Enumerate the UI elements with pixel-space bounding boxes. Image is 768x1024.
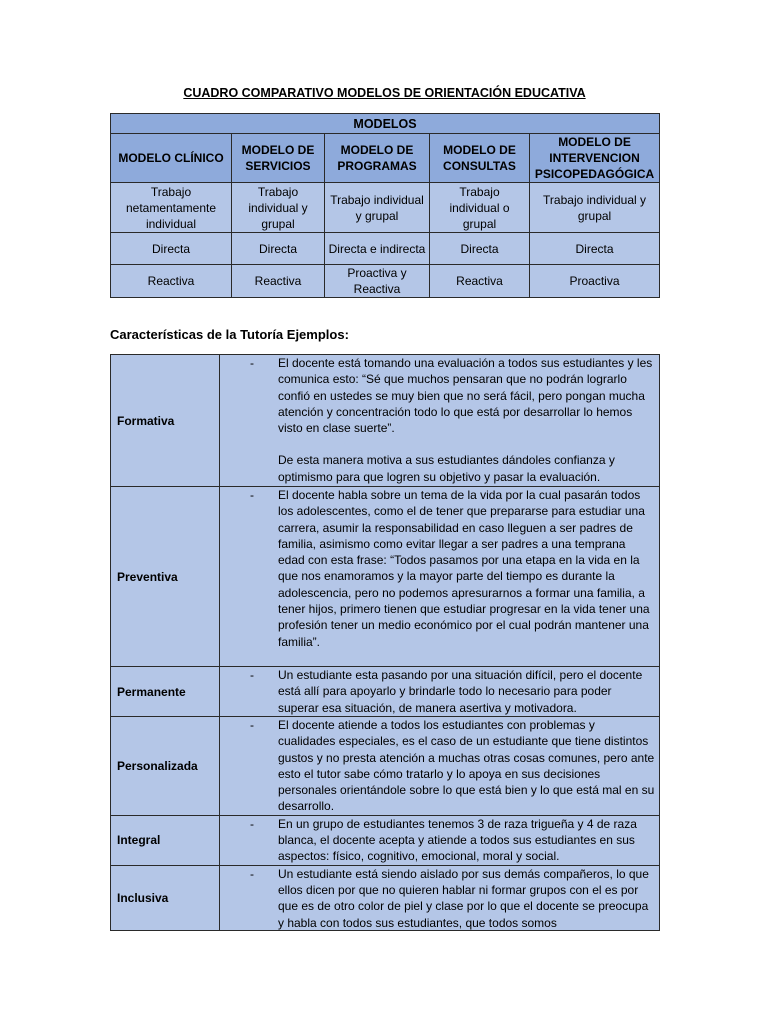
description-paragraph: Un estudiante esta pasando por una situación difícil, pero el docente está allí para apoyarlo y brindarle todo lo necesario para poder superar esa situación, de manera asertiva y motivadora. (278, 668, 643, 715)
table-row (111, 667, 660, 717)
bullet-dash: - (250, 488, 254, 502)
table-cell: Directa e indirecta (325, 233, 430, 265)
bullet-dash: - (250, 816, 254, 831)
row-description (220, 865, 660, 930)
table-row (111, 183, 660, 233)
bullet-dash: - (250, 356, 254, 370)
bullet-dash: - (250, 668, 254, 682)
column-header-clinico: MODELO CLÍNICO (111, 134, 232, 183)
tutoria-table (110, 354, 660, 931)
table-cell: Trabajo individual y grupal (232, 183, 325, 233)
table-cell: Trabajo individual y grupal (530, 183, 660, 233)
table-cell: Directa (430, 233, 530, 265)
column-header-consultas: MODELO DE CONSULTAS (430, 134, 530, 183)
table-row (111, 865, 660, 930)
table-cell: Directa (232, 233, 325, 265)
row-label-preventiva: Preventiva (111, 487, 220, 667)
bullet-dash: - (250, 866, 254, 881)
description-paragraph: El docente habla sobre un tema de la vida por la cual pasarán todos los adolescentes, como el de tener que prepararse para estudiar una carrera, asumir la responsabilidad en caso lleguen a ser padres de familia, asimismo como evitar llegar a ser padres a una temprana edad con esta frase: “Todos pasamos por una etapa en la vida en la que nos enamoramos y la mayor parte del tiempo es durante la adolescencia, pero no podemos apresurarnos a formar una familia, a tener hijos, primero tienen que estudiar progresar en la vida tener una profesión tener un medio económico por el cual podrán mantener una familia”. (278, 488, 650, 649)
table-row (111, 355, 660, 487)
table-cell: Trabajo individual y grupal (325, 183, 430, 233)
column-header-servicios: MODELO DE SERVICIOS (232, 134, 325, 183)
models-comparison-table (110, 113, 660, 298)
row-label-permanente: Permanente (111, 667, 220, 717)
table-cell: Trabajo netamentamente individual (111, 183, 232, 233)
table-cell: Proactiva y Reactiva (325, 265, 430, 298)
row-label-formativa: Formativa (111, 355, 220, 487)
table-row (111, 815, 660, 865)
row-description (220, 717, 660, 816)
row-label-integral: Integral (111, 815, 220, 865)
column-header-intervencion: MODELO DE INTERVENCION PSICOPEDAGÓGICA (530, 134, 660, 183)
row-description (220, 355, 660, 487)
models-group-header: MODELOS (111, 114, 660, 134)
table-cell: Reactiva (232, 265, 325, 298)
description-paragraph: El docente atiende a todos los estudiantes con problemas y cualidades especiales, es el caso de un estudiante que tiene distintos gustos y no presta atención a muchas otras cosas comunes, pero ante esto el tutor sabe cómo tratarlo y lo apoya en sus decisiones personales orientándole sobre lo que está bien y lo que está mal en su desarrollo. (278, 718, 655, 814)
section-subtitle: Características de la Tutoría Ejemplos: (110, 327, 349, 342)
table-cell: Proactiva (530, 265, 660, 298)
row-label-personalizada: Personalizada (111, 717, 220, 816)
table-cell: Directa (111, 233, 232, 265)
table-cell: Reactiva (111, 265, 232, 298)
row-description (220, 815, 660, 865)
description-paragraph: Un estudiante está siendo aislado por sus demás compañeros, lo que ellos dicen por que no quieren hablar ni formar grupos con el es por que es de otro color de piel y clase por lo que el docente se preocupa y habla con todos sus estudiantes, que todos somos (278, 866, 649, 930)
table-row (111, 717, 660, 816)
row-description (220, 667, 660, 717)
table-row (111, 487, 660, 667)
row-label-inclusiva: Inclusiva (111, 865, 220, 930)
table-row (111, 233, 660, 265)
table-cell: Trabajo individual o grupal (430, 183, 530, 233)
bullet-dash: - (250, 718, 254, 732)
table-row (111, 265, 660, 298)
document-title: CUADRO COMPARATIVO MODELOS DE ORIENTACIÓN EDUCATIVA (183, 86, 586, 100)
description-paragraph: De esta manera motiva a sus estudiantes dándoles confianza y optimismo para que logren su objetivo y pasar la evaluación. (278, 453, 615, 484)
row-description (220, 487, 660, 667)
table-cell: Directa (530, 233, 660, 265)
description-paragraph: En un grupo de estudiantes tenemos 3 de raza trigueña y 4 de raza blanca, el docente acepta y atiende a todos sus estudiantes en sus aspectos: físico, cognitivo, emocional, moral y social. (278, 816, 637, 864)
description-paragraph: El docente está tomando una evaluación a todos sus estudiantes y les comunica esto: “Sé que muchos pensaran que no podrán lograrlo confió en ustedes se muy bien que no será fácil, pero pongan mucha atención y concentración todo lo que está por desarrollar lo hemos visto en clase suerte”. (278, 356, 653, 436)
table-cell: Reactiva (430, 265, 530, 298)
column-header-programas: MODELO DE PROGRAMAS (325, 134, 430, 183)
